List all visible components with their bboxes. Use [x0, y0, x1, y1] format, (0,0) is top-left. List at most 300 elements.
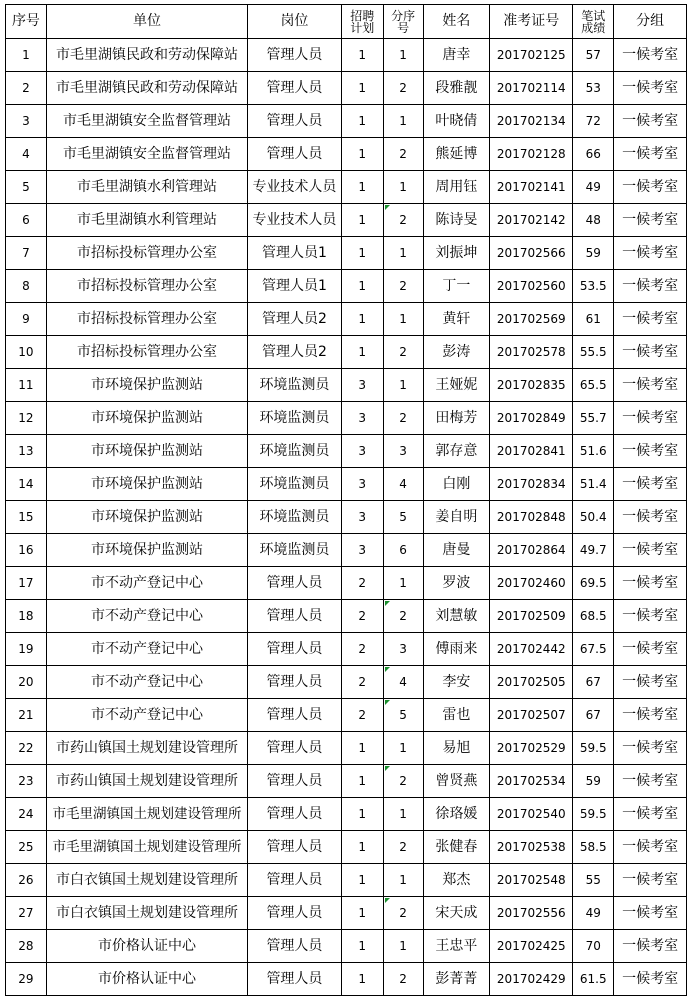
cell-quota-text: 1	[358, 773, 367, 788]
cell-post-text: 管理人员	[266, 145, 323, 162]
cell-score	[573, 930, 614, 963]
cell-post-text: 管理人员	[266, 904, 323, 921]
cell-post-text: 环境监测员	[259, 442, 330, 459]
cell-seq	[6, 303, 47, 336]
cell-score-text: 70	[585, 938, 601, 953]
header-quota-line1: 招聘	[350, 8, 375, 23]
cell-sub	[383, 633, 423, 666]
cell-group-text: 一候考室	[622, 838, 679, 855]
cell-name-text: 罗波	[442, 574, 471, 591]
cell-sub-text: 2	[399, 212, 407, 227]
cell-name-text: 陈诗旻	[435, 211, 478, 228]
cell-group	[614, 765, 687, 798]
cell-unit	[46, 798, 247, 831]
header-unit: 单位	[46, 5, 247, 39]
cell-unit-text: 市不动产登记中心	[91, 575, 203, 591]
table-row	[6, 930, 687, 963]
cell-seq	[6, 171, 47, 204]
cell-quota	[341, 270, 383, 303]
cell-name	[423, 567, 490, 600]
cell-post-text: 管理人员	[266, 607, 323, 624]
cell-sub-text: 6	[399, 542, 407, 557]
cell-quota	[341, 765, 383, 798]
cell-quota	[341, 963, 383, 996]
cell-exam-id-text: 201702505	[496, 674, 566, 689]
cell-sub	[383, 39, 423, 72]
cell-unit-text: 市毛里湖镇安全监督管理站	[63, 113, 231, 129]
cell-sub-text: 1	[399, 311, 407, 326]
cell-quota-text: 3	[358, 509, 367, 524]
cell-sub-text: 1	[399, 740, 407, 755]
cell-sub-text: 2	[399, 773, 407, 788]
cell-seq-text: 25	[18, 839, 34, 854]
cell-score-text: 59	[585, 245, 601, 260]
cell-unit	[46, 831, 247, 864]
header-exam-id: 准考证号	[490, 5, 573, 39]
header-score-line1: 笔试	[581, 8, 606, 23]
cell-group	[614, 897, 687, 930]
cell-score-text: 55	[585, 872, 601, 887]
cell-quota-text: 3	[358, 476, 367, 491]
cell-name-text: 徐珞媛	[435, 805, 478, 822]
cell-sub	[383, 336, 423, 369]
cell-group	[614, 732, 687, 765]
table-row	[6, 105, 687, 138]
cell-group	[614, 72, 687, 105]
table-row	[6, 171, 687, 204]
cell-sub	[383, 831, 423, 864]
cell-seq-text: 27	[18, 905, 34, 920]
cell-exam-id-text: 201702507	[496, 707, 566, 722]
cell-quota	[341, 633, 383, 666]
cell-score	[573, 237, 614, 270]
cell-name-text: 郑杰	[442, 871, 471, 888]
header-post: 岗位	[248, 5, 342, 39]
table-row	[6, 237, 687, 270]
cell-name	[423, 732, 490, 765]
cell-group	[614, 105, 687, 138]
cell-group-text: 一候考室	[622, 112, 679, 129]
cell-score	[573, 171, 614, 204]
cell-quota	[341, 567, 383, 600]
cell-seq	[6, 39, 47, 72]
cell-name	[423, 171, 490, 204]
cell-name-text: 宋天成	[435, 904, 478, 921]
cell-name-text: 熊延博	[435, 145, 478, 162]
cell-post-text: 环境监测员	[259, 541, 330, 558]
cell-post	[248, 105, 342, 138]
exam-results-table	[5, 4, 687, 996]
cell-post-text: 环境监测员	[259, 508, 330, 525]
table-row	[6, 39, 687, 72]
cell-group	[614, 39, 687, 72]
cell-name-text: 王忠平	[435, 937, 478, 954]
cell-quota-text: 2	[358, 707, 367, 722]
cell-sub	[383, 402, 423, 435]
cell-sub-text: 1	[399, 47, 407, 62]
cell-exam-id-text: 201702556	[496, 905, 566, 920]
cell-name-text: 郭存意	[435, 442, 478, 459]
cell-unit-text: 市价格认证中心	[98, 971, 196, 987]
cell-sub	[383, 468, 423, 501]
header-score-line2: 成绩	[581, 20, 606, 35]
cell-name-text: 段雅靓	[435, 79, 478, 96]
cell-seq	[6, 336, 47, 369]
cell-unit-text: 市环境保护监测站	[91, 410, 203, 426]
cell-score	[573, 303, 614, 336]
cell-group	[614, 567, 687, 600]
cell-exam-id	[490, 138, 573, 171]
cell-name	[423, 633, 490, 666]
cell-group-text: 一候考室	[622, 673, 679, 690]
cell-quota	[341, 699, 383, 732]
cell-exam-id	[490, 534, 573, 567]
cell-seq	[6, 468, 47, 501]
cell-unit	[46, 105, 247, 138]
cell-score-text: 67	[585, 674, 601, 689]
cell-exam-id	[490, 633, 573, 666]
cell-name-text: 李安	[442, 673, 471, 690]
cell-marker	[385, 601, 390, 606]
cell-unit	[46, 897, 247, 930]
cell-sub-text: 4	[399, 674, 407, 689]
cell-exam-id	[490, 105, 573, 138]
cell-seq-text: 18	[18, 608, 34, 623]
cell-exam-id-text: 201702128	[496, 146, 566, 161]
cell-sub-text: 2	[399, 905, 407, 920]
cell-name	[423, 501, 490, 534]
cell-score-text: 58.5	[579, 839, 607, 854]
cell-group	[614, 336, 687, 369]
cell-score	[573, 468, 614, 501]
cell-name	[423, 765, 490, 798]
cell-unit	[46, 963, 247, 996]
cell-unit-text: 市白衣镇国土规划建设管理所	[56, 905, 238, 921]
cell-sub	[383, 864, 423, 897]
cell-quota-text: 2	[358, 641, 367, 656]
cell-quota-text: 1	[358, 905, 367, 920]
cell-group-text: 一候考室	[622, 871, 679, 888]
cell-exam-id-text: 201702864	[496, 542, 566, 557]
cell-seq-text: 17	[18, 575, 34, 590]
cell-sub	[383, 270, 423, 303]
cell-group	[614, 204, 687, 237]
cell-quota-text: 3	[358, 443, 367, 458]
cell-seq	[6, 699, 47, 732]
cell-score-text: 53.5	[579, 278, 607, 293]
cell-post	[248, 369, 342, 402]
cell-sub-text: 1	[399, 179, 407, 194]
cell-marker	[385, 898, 390, 903]
cell-unit	[46, 72, 247, 105]
cell-score-text: 49.7	[579, 542, 607, 557]
cell-name-text: 雷也	[442, 706, 471, 723]
cell-unit-text: 市不动产登记中心	[91, 674, 203, 690]
cell-sub	[383, 369, 423, 402]
cell-sub	[383, 237, 423, 270]
cell-name-text: 彭涛	[442, 343, 471, 360]
cell-unit	[46, 270, 247, 303]
cell-unit-text: 市不动产登记中心	[91, 707, 203, 723]
table-row	[6, 732, 687, 765]
cell-exam-id-text: 201702540	[496, 806, 566, 821]
cell-seq	[6, 897, 47, 930]
header-quota-line2: 计划	[350, 20, 375, 35]
cell-score-text: 48	[585, 212, 601, 227]
cell-seq	[6, 963, 47, 996]
cell-post	[248, 864, 342, 897]
cell-score-text: 50.4	[579, 509, 607, 524]
cell-score-text: 55.7	[579, 410, 607, 425]
cell-seq-text: 22	[18, 740, 34, 755]
cell-sub-text: 4	[399, 476, 407, 491]
cell-post	[248, 336, 342, 369]
cell-name	[423, 39, 490, 72]
cell-name	[423, 831, 490, 864]
cell-seq-text: 26	[18, 872, 34, 887]
cell-score-text: 67	[585, 707, 601, 722]
cell-score	[573, 864, 614, 897]
cell-seq-text: 14	[18, 476, 34, 491]
cell-group-text: 一候考室	[622, 772, 679, 789]
cell-seq	[6, 930, 47, 963]
cell-name-text: 张健春	[435, 838, 478, 855]
cell-post	[248, 963, 342, 996]
cell-seq	[6, 831, 47, 864]
cell-post-text: 环境监测员	[259, 475, 330, 492]
cell-quota-text: 1	[358, 872, 367, 887]
cell-name-text: 易旭	[442, 739, 471, 756]
cell-score-text: 61.5	[579, 971, 607, 986]
cell-seq	[6, 600, 47, 633]
cell-sub	[383, 138, 423, 171]
cell-unit	[46, 534, 247, 567]
cell-name	[423, 105, 490, 138]
cell-group	[614, 402, 687, 435]
cell-marker	[385, 700, 390, 705]
cell-unit	[46, 237, 247, 270]
cell-exam-id	[490, 204, 573, 237]
cell-exam-id	[490, 402, 573, 435]
cell-quota-text: 1	[358, 938, 367, 953]
cell-score	[573, 534, 614, 567]
cell-post-text: 管理人员	[266, 79, 323, 96]
cell-exam-id	[490, 501, 573, 534]
cell-score	[573, 699, 614, 732]
cell-post	[248, 534, 342, 567]
cell-post-text: 专业技术人员	[252, 211, 337, 228]
cell-exam-id-text: 201702835	[496, 377, 566, 392]
cell-score	[573, 666, 614, 699]
cell-unit	[46, 402, 247, 435]
header-sub	[383, 5, 423, 39]
cell-exam-id-text: 201702529	[496, 740, 566, 755]
cell-quota-text: 1	[358, 179, 367, 194]
cell-unit-text: 市环境保护监测站	[91, 476, 203, 492]
cell-post-text: 管理人员	[266, 673, 323, 690]
cell-name	[423, 666, 490, 699]
cell-post-text: 管理人员	[266, 805, 323, 822]
cell-exam-id	[490, 72, 573, 105]
cell-group-text: 一候考室	[622, 706, 679, 723]
cell-seq-text: 8	[22, 278, 30, 293]
cell-sub-text: 1	[399, 245, 407, 260]
header-seq: 序号	[6, 5, 47, 39]
cell-exam-id-text: 201702578	[496, 344, 566, 359]
cell-group-text: 一候考室	[622, 277, 679, 294]
cell-name-text: 丁一	[442, 277, 471, 294]
cell-exam-id-text: 201702834	[496, 476, 566, 491]
cell-marker	[385, 667, 390, 672]
cell-quota	[341, 468, 383, 501]
cell-quota-text: 1	[358, 113, 367, 128]
cell-sub-text: 1	[399, 575, 407, 590]
header-row	[6, 5, 687, 39]
cell-group-text: 一候考室	[622, 343, 679, 360]
cell-group	[614, 699, 687, 732]
cell-quota	[341, 831, 383, 864]
header-group: 分组	[614, 5, 687, 39]
cell-quota	[341, 336, 383, 369]
table-row	[6, 72, 687, 105]
cell-group	[614, 963, 687, 996]
cell-post	[248, 270, 342, 303]
cell-unit-text: 市毛里湖镇民政和劳动保障站	[56, 47, 238, 63]
cell-name-text: 唐曼	[442, 541, 471, 558]
cell-exam-id	[490, 567, 573, 600]
cell-post-text: 管理人员	[266, 838, 323, 855]
cell-quota-text: 1	[358, 278, 367, 293]
cell-exam-id	[490, 864, 573, 897]
cell-group-text: 一候考室	[622, 937, 679, 954]
cell-seq	[6, 369, 47, 402]
cell-sub	[383, 567, 423, 600]
cell-score-text: 61	[585, 311, 601, 326]
cell-seq	[6, 105, 47, 138]
cell-name	[423, 237, 490, 270]
cell-unit	[46, 369, 247, 402]
cell-unit	[46, 930, 247, 963]
cell-seq-text: 9	[22, 311, 30, 326]
cell-score	[573, 369, 614, 402]
cell-exam-id	[490, 963, 573, 996]
cell-group	[614, 930, 687, 963]
cell-name-text: 姜自明	[435, 508, 478, 525]
cell-exam-id-text: 201702429	[496, 971, 566, 986]
cell-post	[248, 171, 342, 204]
cell-group-text: 一候考室	[622, 640, 679, 657]
cell-name	[423, 534, 490, 567]
cell-score-text: 51.6	[579, 443, 607, 458]
cell-post-text: 管理人员	[266, 937, 323, 954]
cell-group-text: 一候考室	[622, 145, 679, 162]
cell-unit-text: 市毛里湖镇国土规划建设管理所	[52, 805, 242, 822]
cell-seq	[6, 435, 47, 468]
cell-quota	[341, 303, 383, 336]
cell-name	[423, 138, 490, 171]
cell-sub-text: 5	[399, 707, 407, 722]
cell-exam-id	[490, 765, 573, 798]
header-score	[573, 5, 614, 39]
cell-group-text: 一候考室	[622, 79, 679, 96]
cell-seq-text: 16	[18, 542, 34, 557]
cell-quota	[341, 600, 383, 633]
cell-seq	[6, 204, 47, 237]
cell-group	[614, 369, 687, 402]
cell-name	[423, 699, 490, 732]
cell-quota-text: 2	[358, 575, 367, 590]
cell-unit-text: 市毛里湖镇国土规划建设管理所	[52, 838, 242, 855]
cell-post-text: 环境监测员	[259, 376, 330, 393]
cell-sub-text: 1	[399, 113, 407, 128]
cell-exam-id-text: 201702560	[496, 278, 566, 293]
cell-unit-text: 市环境保护监测站	[91, 377, 203, 393]
table-row	[6, 270, 687, 303]
cell-name	[423, 930, 490, 963]
table-row	[6, 699, 687, 732]
cell-post	[248, 666, 342, 699]
cell-exam-id	[490, 237, 573, 270]
cell-exam-id	[490, 798, 573, 831]
cell-seq	[6, 666, 47, 699]
cell-exam-id	[490, 666, 573, 699]
cell-quota	[341, 930, 383, 963]
cell-post-text: 管理人员	[266, 112, 323, 129]
cell-name	[423, 897, 490, 930]
cell-seq-text: 1	[22, 47, 30, 62]
cell-unit	[46, 600, 247, 633]
cell-name-text: 刘振坤	[435, 244, 478, 261]
cell-seq-text: 15	[18, 509, 34, 524]
cell-score-text: 55.5	[579, 344, 607, 359]
cell-sub-text: 2	[399, 971, 407, 986]
cell-exam-id	[490, 270, 573, 303]
cell-post	[248, 732, 342, 765]
cell-seq	[6, 732, 47, 765]
cell-score	[573, 105, 614, 138]
cell-seq-text: 24	[18, 806, 34, 821]
cell-name	[423, 798, 490, 831]
cell-group	[614, 534, 687, 567]
cell-seq-text: 11	[18, 377, 34, 392]
cell-post-text: 管理人员	[266, 970, 323, 987]
cell-name-text: 刘慧敏	[435, 607, 478, 624]
cell-group-text: 一候考室	[622, 409, 679, 426]
cell-unit-text: 市毛里湖镇民政和劳动保障站	[56, 80, 238, 96]
cell-name-text: 叶晓倩	[435, 112, 478, 129]
cell-exam-id-text: 201702141	[496, 179, 566, 194]
cell-post-text: 管理人员2	[261, 343, 327, 360]
cell-exam-id-text: 201702849	[496, 410, 566, 425]
cell-group	[614, 798, 687, 831]
cell-quota-text: 1	[358, 971, 367, 986]
cell-post	[248, 567, 342, 600]
cell-quota	[341, 105, 383, 138]
table-row	[6, 138, 687, 171]
cell-group	[614, 237, 687, 270]
cell-group	[614, 831, 687, 864]
cell-quota	[341, 534, 383, 567]
cell-name-text: 傅雨来	[435, 640, 478, 657]
cell-exam-id-text: 201702125	[496, 47, 566, 62]
cell-sub-text: 1	[399, 938, 407, 953]
cell-name	[423, 600, 490, 633]
cell-exam-id	[490, 831, 573, 864]
cell-name-text: 唐幸	[442, 46, 471, 63]
cell-post-text: 专业技术人员	[252, 178, 337, 195]
cell-score-text: 57	[585, 47, 601, 62]
cell-quota-text: 1	[358, 311, 367, 326]
